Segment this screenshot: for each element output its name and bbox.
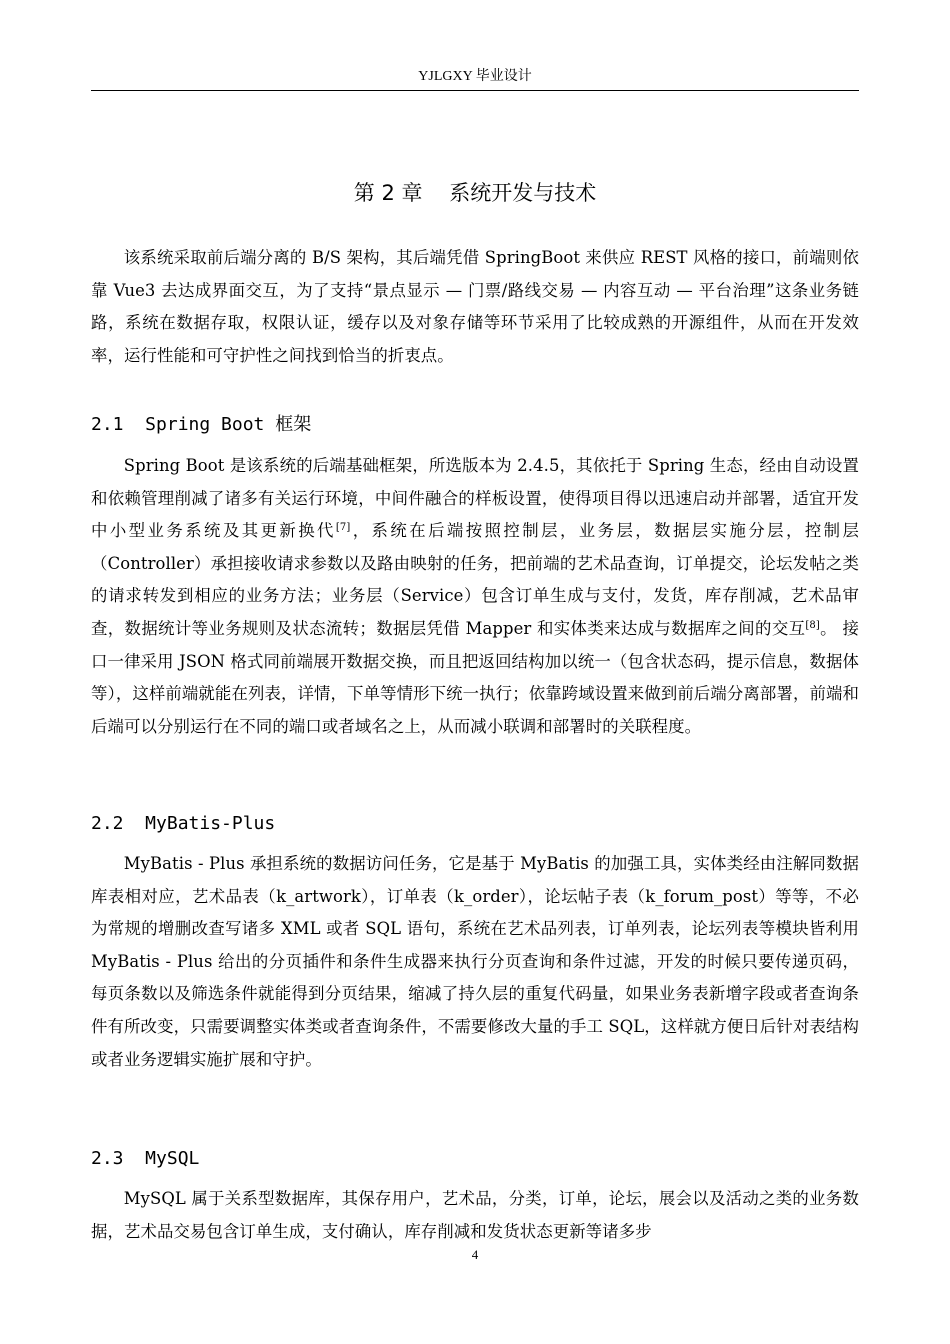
section-title-2-1: 2.1 Spring Boot 框架 [91,414,312,435]
section-2-1-text-part2: ，系统在后端按照控制层，业务层，数据层实施分层，控制层（Controller）承担接收请求参数以及路由映射的任务，把前端的艺术品查询，订单提交，论坛发帖之类的请求转发到相应的业务方法；业务层（Service）包含订单生成与支付，发货，库存削减，艺术品审查，数据统计等业务规则及状态流转；数据层凭借 Mapper 和实体类来达成与数据库之间的交互 [91,521,859,638]
section-2-1-text-part3: 。 接口一律采用 JSON 格式同前端展开数据交换，而且把返回结构加以统一（包含状态码，提示信息，数据体等），这样前端就能在列表，详情，下单等情形下统一执行；依靠跨域设置来做到前后端分离部署，前端和后端可以分别运行在不同的端口或者域名之上，从而减小联调和部署时的关联程度。 [91,618,859,736]
citation-8: [8] [805,619,820,631]
header-text: YJLGXY 毕业设计 [418,69,532,84]
section-2-3-paragraph: MySQL 属于关系型数据库，其保存用户，艺术品，分类，订单，论坛，展会以及活动之类的业务数据，艺术品交易包含订单生成，支付确认，库存削减和发货状态更新等诸多步 [91,1189,859,1241]
section-2-1-text-part1: Spring Boot 是该系统的后端基础框架，所选版本为 2.4.5，其依托于 Spring 生态，经由自动设置和依赖管理削减了诸多有关运行环境，中间件融合的样板设置，使得项目得以迅速启动并部署，适宜开发中小型业务系统及其更新换代 [91,456,859,541]
section-2-2-paragraph: MyBatis - Plus 承担系统的数据访问任务，它是基于 MyBatis 的加强工具，实体类经由注解同数据库表相对应，艺术品表（k_artwork），订单表（k_order），论坛帖子表（k_forum_post）等等，不必为常规的增删改查写诸多 XML 或者 SQL 语句，系统在艺术品列表，订单列表，论坛列表等模块皆利用 MyBatis - Plus 给出的分页插件和条件生成器来执行分页查询和条件过滤，开发的时候只要传递页码，每页条数以及筛选条件就能得到分页结果，缩减了持久层的重复代码量，如果业务表新增字段或者查询条件有所改变，只需要调整实体类或者查询条件，不需要修改大量的手工 SQL，这样就方便日后针对表结构或者业务逻辑实施扩展和守护。 [91,854,859,1069]
page-header [91,66,859,91]
section-title-2-3: 2.3 MySQL [91,1148,200,1169]
section-title-2-2: 2.2 MyBatis-Plus [91,813,276,834]
intro-paragraph: 该系统采取前后端分离的 B/S 架构，其后端凭借 SpringBoot 来供应 REST 风格的接口，前端则依靠 Vue3 去达成界面交互，为了支持“景点显示 — 门票/路线交易 — 内容互动 — 平台治理”这条业务链路，系统在数据存取，权限认证，缓存以及对象存储等环节采用了比较成熟的开源组件，从而在开发效率，运行性能和可守护性之间找到恰当的折衷点。 [91,248,859,365]
chapter-title: 第 2 章 系统开发与技术 [353,181,597,205]
section-2-1-paragraph [91,450,859,743]
citation-7: [7] [335,522,351,534]
page-number: 4 [471,1247,479,1262]
